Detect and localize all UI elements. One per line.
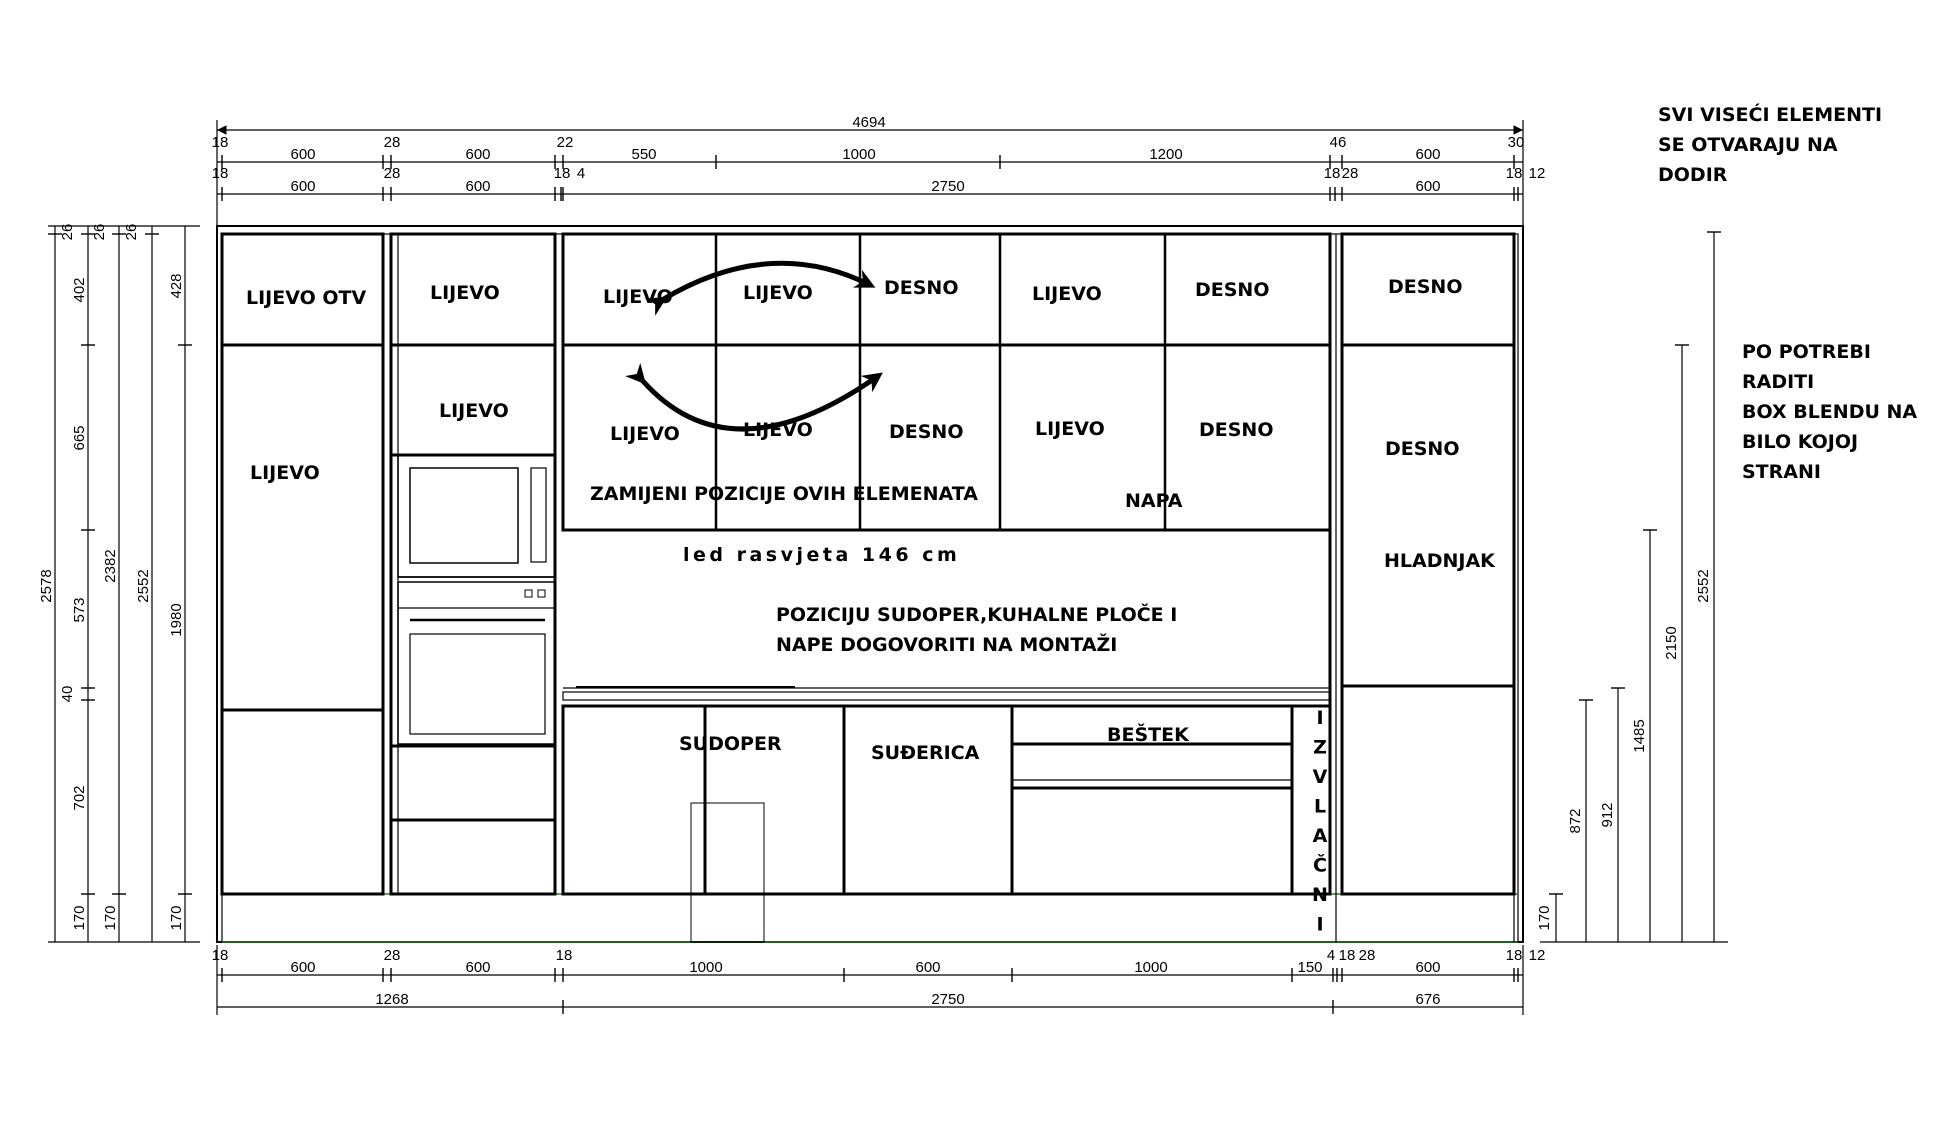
label-position-note-2: NAPE DOGOVORITI NA MONTAŽI xyxy=(776,634,1118,656)
dim-label: 1000 xyxy=(1134,959,1168,976)
top-dim-labels xyxy=(212,114,1546,195)
dim-label: 600 xyxy=(465,178,491,195)
dim-label: 4 xyxy=(1326,947,1336,964)
dim-label: 4 xyxy=(576,165,586,182)
dim-label: 912 xyxy=(1599,802,1616,828)
dim-label: 600 xyxy=(290,178,316,195)
label-sink: SUDOPER xyxy=(679,733,782,755)
dim-label: 600 xyxy=(1415,178,1441,195)
label-swap-note: ZAMIJENI POZICIJE OVIH ELEMENATA xyxy=(590,483,978,505)
dim-label: 600 xyxy=(465,146,491,163)
dim-label: 600 xyxy=(1415,959,1441,976)
label-dishwasher: SUĐERICA xyxy=(871,742,980,764)
label-tall1-top: LIJEVO OTV xyxy=(246,287,367,309)
dim-label: 550 xyxy=(631,146,657,163)
dim-label: 18 xyxy=(211,165,229,182)
label-wall3-bot: DESNO xyxy=(889,421,964,443)
dim-label: 18 xyxy=(1505,165,1523,182)
left-dim-ticks xyxy=(48,234,192,894)
label-right-mid: DESNO xyxy=(1385,438,1460,460)
dim-label: 2750 xyxy=(931,178,965,195)
label-pullout: I Z V L A Č N I xyxy=(1312,707,1328,936)
dim-label: 26 xyxy=(91,223,108,241)
note-touch-open: SVI VISEĆI ELEMENTI SE OTVARAJU NA DODIR xyxy=(1658,104,1883,186)
dim-label: 1200 xyxy=(1149,146,1183,163)
label-wall4-top: LIJEVO xyxy=(1032,283,1102,305)
label-wall5-top: DESNO xyxy=(1195,279,1270,301)
left-dim-labels xyxy=(38,224,185,931)
dim-label: 18 xyxy=(211,134,229,151)
dim-total-width: 4694 xyxy=(852,114,886,131)
left-dimensions xyxy=(48,223,200,942)
dim-label: 1485 xyxy=(1631,719,1648,753)
dim-label: 2578 xyxy=(38,569,55,603)
dim-label: 665 xyxy=(71,425,88,451)
label-right-top: DESNO xyxy=(1388,276,1463,298)
dim-label: 28 xyxy=(383,134,401,151)
label-led-lighting: led rasvjeta 146 cm xyxy=(683,544,961,566)
dim-label: 1000 xyxy=(689,959,723,976)
dim-label: 18 xyxy=(211,947,229,964)
dim-label: 1268 xyxy=(375,991,409,1008)
dim-label: 600 xyxy=(465,959,491,976)
dim-label: 170 xyxy=(102,905,119,931)
right-dim-ticks xyxy=(1549,232,1721,894)
label-wall1-top: LIJEVO xyxy=(603,286,673,308)
dim-label: 26 xyxy=(59,223,76,241)
label-tall1-mid: LIJEVO xyxy=(250,462,320,484)
label-wall3-top: DESNO xyxy=(884,277,959,299)
label-wall1-bot: LIJEVO xyxy=(610,423,680,445)
dim-label: 150 xyxy=(1297,959,1323,976)
dim-label: 428 xyxy=(168,273,185,299)
label-wall5-bot: DESNO xyxy=(1199,419,1274,441)
dim-label: 170 xyxy=(1536,905,1553,931)
dim-label: 2750 xyxy=(931,991,965,1008)
bottom-dim-labels xyxy=(212,947,1546,1008)
dim-label: 402 xyxy=(71,277,88,303)
cabinet-labels xyxy=(246,276,1496,764)
dim-label: 702 xyxy=(71,785,88,811)
note-box-blend: PO POTREBI RADITI BOX BLENDU NA BILO KOJOJ STRANI xyxy=(1742,341,1918,483)
label-hood: NAPA xyxy=(1125,490,1183,512)
label-position-note-1: POZICIJU SUDOPER,KUHALNE PLOČE I xyxy=(776,604,1178,626)
dim-label: 28 xyxy=(383,947,401,964)
label-wall2-top: LIJEVO xyxy=(743,282,813,304)
dim-label: 12 xyxy=(1528,947,1546,964)
dim-label: 2552 xyxy=(1695,569,1712,603)
dim-label: 600 xyxy=(290,959,316,976)
dim-label: 676 xyxy=(1415,991,1441,1008)
dim-label: 46 xyxy=(1329,134,1347,151)
dim-label: 600 xyxy=(915,959,941,976)
dim-label: 18 xyxy=(1338,947,1356,964)
dim-label: 18 xyxy=(555,947,573,964)
dim-label: 2382 xyxy=(102,549,119,583)
dim-label: 28 xyxy=(1358,947,1376,964)
dim-label: 573 xyxy=(71,597,88,623)
label-pullout-vertical xyxy=(1312,707,1328,936)
dim-label: 30 xyxy=(1507,134,1525,151)
dim-label: 22 xyxy=(556,134,574,151)
dim-label: 1980 xyxy=(168,603,185,637)
label-cutlery: BEŠTEK xyxy=(1107,724,1189,746)
dim-label: 28 xyxy=(1341,165,1359,182)
dim-label: 2150 xyxy=(1663,626,1680,660)
dim-label: 2552 xyxy=(135,569,152,603)
dim-label: 18 xyxy=(1505,947,1523,964)
label-fridge: HLADNJAK xyxy=(1384,550,1495,572)
label-wall4-bot: LIJEVO xyxy=(1035,418,1105,440)
dim-label: 1000 xyxy=(842,146,876,163)
label-tall2-top: LIJEVO xyxy=(430,282,500,304)
label-wall2-bot: LIJEVO xyxy=(743,419,813,441)
dim-label: 170 xyxy=(71,905,88,931)
dim-label: 40 xyxy=(59,685,76,703)
dim-label: 18 xyxy=(1323,165,1341,182)
dim-label: 18 xyxy=(553,165,571,182)
dim-label: 600 xyxy=(1415,146,1441,163)
dim-label: 28 xyxy=(383,165,401,182)
right-dim-labels xyxy=(1536,569,1712,930)
dim-label: 26 xyxy=(123,223,140,241)
dim-label: 872 xyxy=(1567,808,1584,834)
dim-label: 170 xyxy=(168,905,185,931)
label-tall2-mid: LIJEVO xyxy=(439,400,509,422)
dim-label: 12 xyxy=(1528,165,1546,182)
dim-label: 600 xyxy=(290,146,316,163)
